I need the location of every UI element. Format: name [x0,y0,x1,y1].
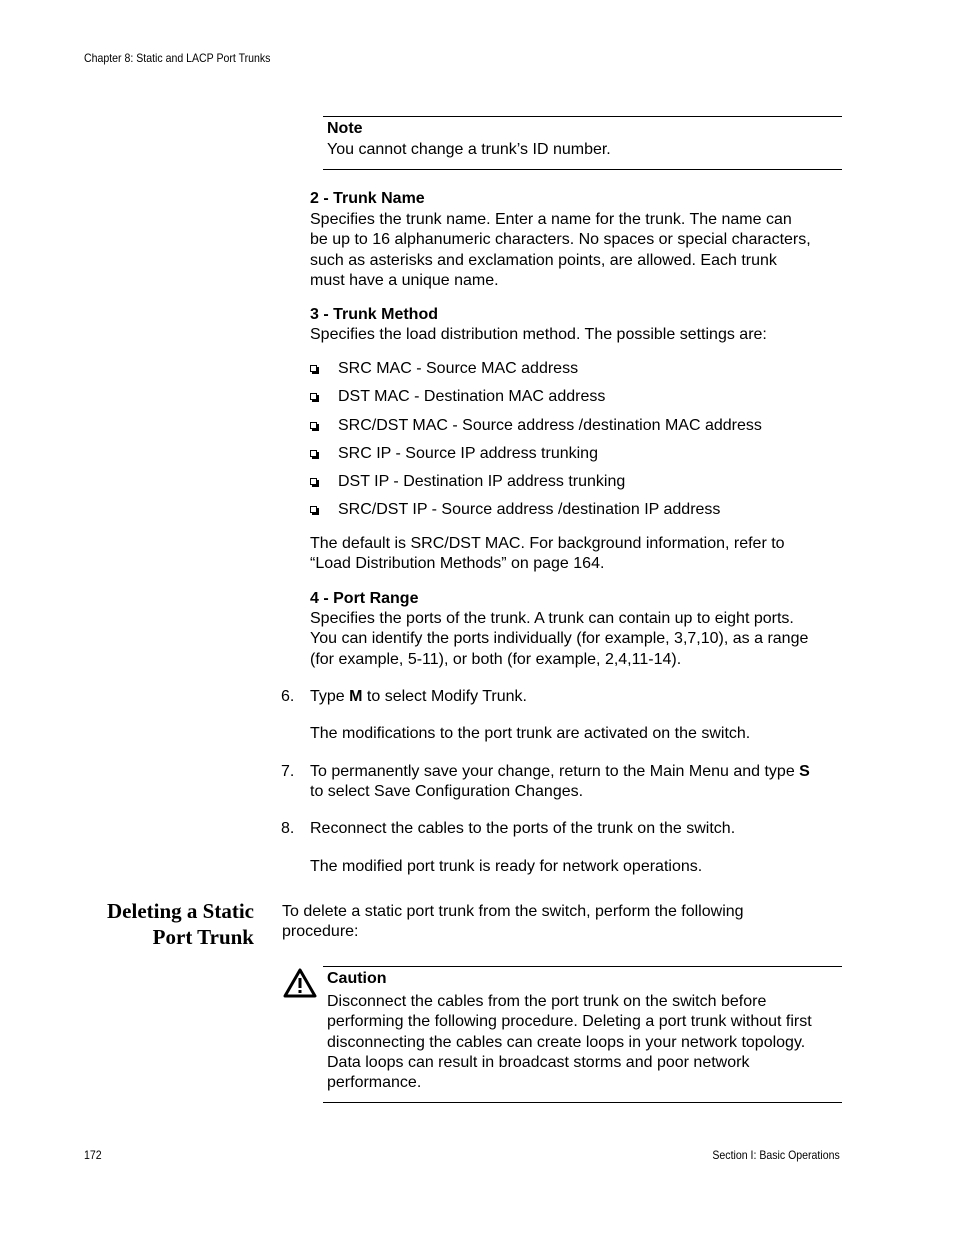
section-footer: Section I: Basic Operations [712,1148,840,1162]
save-key: S [799,763,810,780]
bullet-icon [310,506,317,513]
chapter-header: Chapter 8: Static and LACP Port Trunks [84,51,271,65]
port-range-heading: 4 - Port Range [310,590,419,607]
step-8-result: The modified port trunk is ready for network operations. [310,858,703,875]
caution-title: Caution [327,970,387,987]
note-title: Note [327,120,363,137]
step-7-text: To permanently save your change, return to the Main Menu and type S to select Save Configuration Changes. [310,763,810,801]
caution-top-rule [323,966,842,967]
method-option: SRC/DST IP - Source address /destination IP address [338,501,721,518]
caution-bottom-rule [323,1102,842,1103]
step-6-number: 6. [281,688,295,705]
method-option: SRC/DST MAC - Source address /destination MAC address [338,417,762,434]
bullet-icon [310,478,317,485]
method-option: SRC IP - Source IP address trunking [338,445,598,462]
deleting-intro: To delete a static port trunk from the switch, perform the following procedure: [282,903,744,941]
section-heading-deleting: Deleting a Static Port Trunk [107,899,254,949]
method-option: DST MAC - Destination MAC address [338,388,606,405]
note-text: You cannot change a trunk’s ID number. [327,141,611,158]
trunk-name-description: Specifies the trunk name. Enter a name for the trunk. The name can be up to 16 alphanumeric characters. No spaces or special characters, such as asterisks and exclamation points, are allowed. Each trunk must have a unique name. [310,211,811,289]
note-bottom-rule [323,169,842,170]
bullet-icon [310,393,317,400]
trunk-method-intro: Specifies the load distribution method. The possible settings are: [310,326,767,343]
port-range-description: Specifies the ports of the trunk. A trunk can contain up to eight ports. You can identify the ports individually (for example, 3,7,10), as a range (for example, 5-11), or both (for example, 2,4,11-14). [310,610,809,668]
step-6-text: Type M to select Modify Trunk. [310,688,527,705]
step-8-number: 8. [281,820,295,837]
note-top-rule [323,116,842,117]
method-option: SRC MAC - Source MAC address [338,360,579,377]
step-8-text: Reconnect the cables to the ports of the trunk on the switch. [310,820,736,837]
bullet-icon [310,450,317,457]
caution-text: Disconnect the cables from the port trunk on the switch before performing the following procedure. Deleting a port trunk without first disconnecting the cables can create loops in your network topology. Data loops can result in broadcast storms and poor network performance. [327,993,812,1092]
warning-icon [283,968,317,998]
page-number: 172 [84,1148,102,1162]
bullet-icon [310,365,317,372]
step-6-result: The modifications to the port trunk are activated on the switch. [310,725,751,742]
bullet-icon [310,422,317,429]
trunk-method-heading: 3 - Trunk Method [310,306,438,323]
trunk-method-default: The default is SRC/DST MAC. For background information, refer to “Load Distribution Methods” on page 164. [310,535,785,573]
trunk-name-heading: 2 - Trunk Name [310,190,425,207]
step-7-number: 7. [281,763,295,780]
method-option: DST IP - Destination IP address trunking [338,473,626,490]
modify-key: M [349,688,363,705]
